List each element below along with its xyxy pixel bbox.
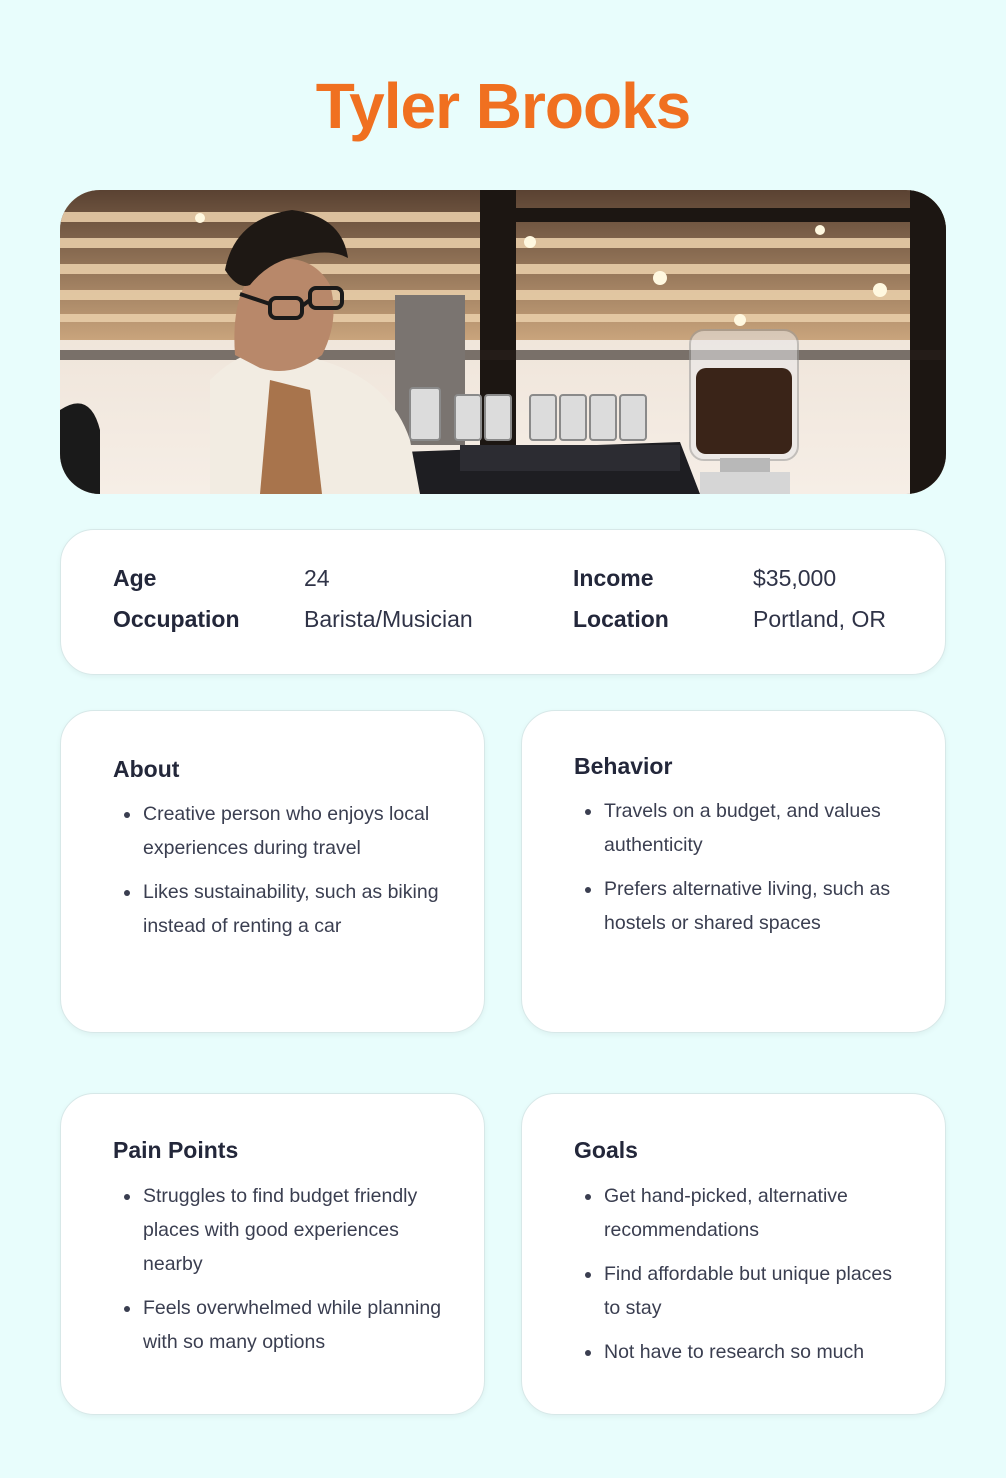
income-label: Income bbox=[573, 565, 654, 591]
goals-list bbox=[574, 1179, 905, 1379]
location-value: Portland, OR bbox=[753, 606, 886, 632]
list-item: Get hand-picked, alternative recommendations bbox=[574, 1179, 905, 1247]
about-title: About bbox=[113, 756, 180, 782]
occupation-value: Barista/Musician bbox=[304, 606, 473, 632]
occupation-label: Occupation bbox=[113, 606, 240, 632]
income-value: $35,000 bbox=[753, 565, 837, 591]
about-card bbox=[60, 710, 485, 1033]
list-item: Not have to research so much bbox=[574, 1335, 905, 1369]
list-item: Struggles to find budget friendly places with good experiences nearby bbox=[113, 1179, 444, 1281]
pain-points-title: Pain Points bbox=[113, 1137, 239, 1163]
age-value: 24 bbox=[304, 565, 330, 591]
age-label: Age bbox=[113, 565, 157, 591]
persona-photo bbox=[60, 190, 946, 494]
behavior-list bbox=[574, 794, 905, 950]
list-item: Find affordable but unique places to stay bbox=[574, 1257, 905, 1325]
info-card bbox=[60, 529, 946, 675]
behavior-card bbox=[521, 710, 946, 1033]
list-item: Feels overwhelmed while planning with so many options bbox=[113, 1291, 444, 1359]
location-label: Location bbox=[573, 606, 669, 632]
goals-title: Goals bbox=[574, 1137, 638, 1163]
goals-card bbox=[521, 1093, 946, 1415]
list-item: Creative person who enjoys local experiences during travel bbox=[113, 797, 444, 865]
pain-points-card bbox=[60, 1093, 485, 1415]
about-list bbox=[113, 797, 444, 953]
behavior-title: Behavior bbox=[574, 753, 673, 779]
persona-name: Tyler Brooks bbox=[315, 70, 691, 142]
pain-points-list bbox=[113, 1179, 444, 1369]
list-item: Travels on a budget, and values authenticity bbox=[574, 794, 905, 862]
list-item: Prefers alternative living, such as hostels or shared spaces bbox=[574, 872, 905, 940]
barista-photo-icon bbox=[60, 190, 946, 494]
list-item: Likes sustainability, such as biking instead of renting a car bbox=[113, 875, 444, 943]
